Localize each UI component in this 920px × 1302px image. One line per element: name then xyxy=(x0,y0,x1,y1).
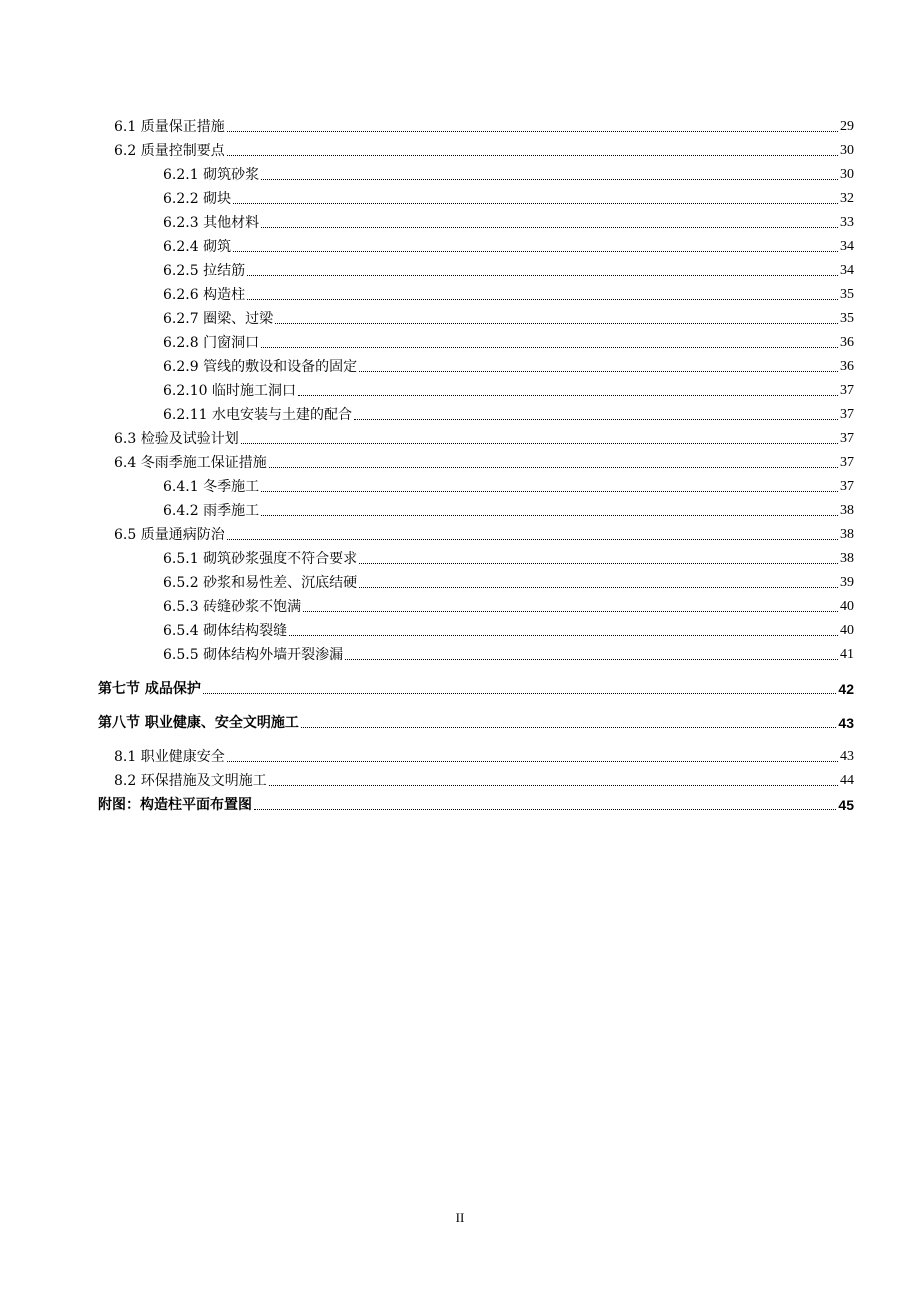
toc-entry-label: 6.2.6 构造柱 xyxy=(163,287,246,303)
toc-entry-label: 6.3 检验及试验计划 xyxy=(114,431,239,447)
toc-entry-label: 6.5.2 砂浆和易性差、沉底结硬 xyxy=(163,575,358,591)
toc-entry-page: 43 xyxy=(838,715,854,731)
toc-dot-leader xyxy=(203,693,837,694)
toc-entry-label: 6.2.9 管线的敷设和设备的固定 xyxy=(163,359,358,375)
toc-dot-leader xyxy=(233,203,838,204)
toc-dot-leader xyxy=(241,443,838,444)
toc-entry[interactable] xyxy=(0,112,920,136)
toc-entry-appendix[interactable] xyxy=(0,790,920,814)
toc-entry-label: 6.2.4 砌筑 xyxy=(163,239,232,255)
toc-dot-leader xyxy=(261,515,838,516)
toc-dot-leader xyxy=(269,785,838,786)
toc-entry[interactable] xyxy=(0,400,920,424)
toc-entry[interactable] xyxy=(0,304,920,328)
toc-entry-label: 6.5.4 砌体结构裂缝 xyxy=(163,623,288,639)
toc-entry-label: 6.1 质量保正措施 xyxy=(114,119,225,135)
toc-entry-page: 44 xyxy=(840,773,854,788)
toc-dot-leader xyxy=(289,635,838,636)
toc-dot-leader xyxy=(354,419,838,420)
toc-entry[interactable] xyxy=(0,520,920,544)
toc-entry-page: 45 xyxy=(838,797,854,813)
toc-entry[interactable] xyxy=(0,616,920,640)
toc-entry-page: 38 xyxy=(840,527,854,542)
toc-entry-page: 33 xyxy=(840,215,854,230)
toc-dot-leader xyxy=(303,611,838,612)
toc-dot-leader xyxy=(227,131,838,132)
toc-entry-section[interactable] xyxy=(0,674,920,698)
toc-entry-page: 37 xyxy=(840,383,854,398)
toc-dot-leader xyxy=(261,179,838,180)
toc-dot-leader xyxy=(269,467,838,468)
toc-dot-leader xyxy=(247,275,838,276)
toc-entry-page: 35 xyxy=(840,287,854,302)
toc-entry[interactable] xyxy=(0,136,920,160)
toc-dot-leader xyxy=(227,155,838,156)
toc-entry-page: 37 xyxy=(840,431,854,446)
toc-entry-label: 第七节 成品保护 xyxy=(98,681,201,697)
toc-entry-label: 6.2.10 临时施工洞口 xyxy=(163,383,296,399)
toc-dot-leader xyxy=(275,323,838,324)
toc-entry[interactable] xyxy=(0,232,920,256)
toc-entry-page: 40 xyxy=(840,623,854,638)
toc-entry[interactable] xyxy=(0,640,920,664)
toc-entry-label: 第八节 职业健康、安全文明施工 xyxy=(98,715,299,731)
toc-entry-page: 29 xyxy=(840,119,854,134)
toc-entry[interactable] xyxy=(0,376,920,400)
toc-entry-page: 35 xyxy=(840,311,854,326)
toc-entry[interactable] xyxy=(0,496,920,520)
toc-dot-leader xyxy=(345,659,838,660)
toc-entry-label: 6.2.5 拉结筋 xyxy=(163,263,246,279)
toc-entry-page: 36 xyxy=(840,335,854,350)
toc-entry-page: 37 xyxy=(840,479,854,494)
toc-entry-page: 38 xyxy=(840,551,854,566)
toc-entry-label: 6.2.8 门窗洞口 xyxy=(163,335,260,351)
toc-entry-page: 40 xyxy=(840,599,854,614)
toc-entry-label: 6.2.11 水电安装与土建的配合 xyxy=(163,407,352,423)
toc-entry-page: 30 xyxy=(840,143,854,158)
toc-entry-label: 8.1 职业健康安全 xyxy=(114,749,225,765)
toc-entry-label: 6.5.1 砌筑砂浆强度不符合要求 xyxy=(163,551,358,567)
toc-entry-label: 6.5.3 砖缝砂浆不饱满 xyxy=(163,599,302,615)
toc-entry-section[interactable] xyxy=(0,708,920,732)
toc-dot-leader xyxy=(261,491,838,492)
toc-entry-page: 43 xyxy=(840,749,854,764)
table-of-contents xyxy=(0,112,920,814)
toc-entry[interactable] xyxy=(0,424,920,448)
page-number: II xyxy=(455,1210,465,1225)
toc-dot-leader xyxy=(359,371,838,372)
toc-dot-leader xyxy=(227,761,838,762)
toc-entry[interactable] xyxy=(0,160,920,184)
toc-entry-page: 34 xyxy=(840,239,854,254)
toc-entry-label: 6.4.1 冬季施工 xyxy=(163,479,260,495)
toc-entry[interactable] xyxy=(0,208,920,232)
toc-dot-leader xyxy=(359,563,838,564)
toc-entry-label: 6.5 质量通病防治 xyxy=(114,527,225,543)
toc-entry-label: 6.2.7 圈梁、过梁 xyxy=(163,311,274,327)
toc-entry-label: 6.2.1 砌筑砂浆 xyxy=(163,167,260,183)
toc-entry-label: 6.4.2 雨季施工 xyxy=(163,503,260,519)
toc-entry[interactable] xyxy=(0,256,920,280)
toc-entry-page: 38 xyxy=(840,503,854,518)
toc-entry[interactable] xyxy=(0,742,920,766)
toc-entry[interactable] xyxy=(0,472,920,496)
toc-entry[interactable] xyxy=(0,328,920,352)
toc-entry[interactable] xyxy=(0,592,920,616)
toc-dot-leader xyxy=(254,809,836,810)
toc-dot-leader xyxy=(359,587,838,588)
toc-entry-label: 6.4 冬雨季施工保证措施 xyxy=(114,455,267,471)
toc-entry-label: 6.2.2 砌块 xyxy=(163,191,232,207)
toc-entry[interactable] xyxy=(0,352,920,376)
toc-dot-leader xyxy=(227,539,838,540)
toc-entry[interactable] xyxy=(0,184,920,208)
toc-entry-label: 6.2 质量控制要点 xyxy=(114,143,225,159)
toc-dot-leader xyxy=(261,347,838,348)
toc-dot-leader xyxy=(261,227,838,228)
toc-entry-label: 6.5.5 砌体结构外墙开裂渗漏 xyxy=(163,647,344,663)
toc-entry-page: 34 xyxy=(840,263,854,278)
toc-entry-label: 8.2 环保措施及文明施工 xyxy=(114,773,267,789)
toc-entry[interactable] xyxy=(0,544,920,568)
toc-dot-leader xyxy=(298,395,838,396)
toc-entry-page: 39 xyxy=(840,575,854,590)
toc-entry-page: 37 xyxy=(840,407,854,422)
toc-entry-page: 30 xyxy=(840,167,854,182)
toc-entry-page: 42 xyxy=(838,681,854,697)
toc-dot-leader xyxy=(247,299,838,300)
toc-entry-label: 附图：构造柱平面布置图 xyxy=(98,797,252,813)
toc-dot-leader xyxy=(301,727,837,728)
toc-entry-page: 36 xyxy=(840,359,854,374)
toc-entry[interactable] xyxy=(0,568,920,592)
toc-entry-label: 6.2.3 其他材料 xyxy=(163,215,260,231)
toc-entry[interactable] xyxy=(0,280,920,304)
toc-dot-leader xyxy=(233,251,838,252)
toc-entry-page: 37 xyxy=(840,455,854,470)
toc-entry[interactable] xyxy=(0,448,920,472)
toc-entry-page: 41 xyxy=(840,647,854,662)
toc-entry[interactable] xyxy=(0,766,920,790)
toc-entry-page: 32 xyxy=(840,191,854,206)
